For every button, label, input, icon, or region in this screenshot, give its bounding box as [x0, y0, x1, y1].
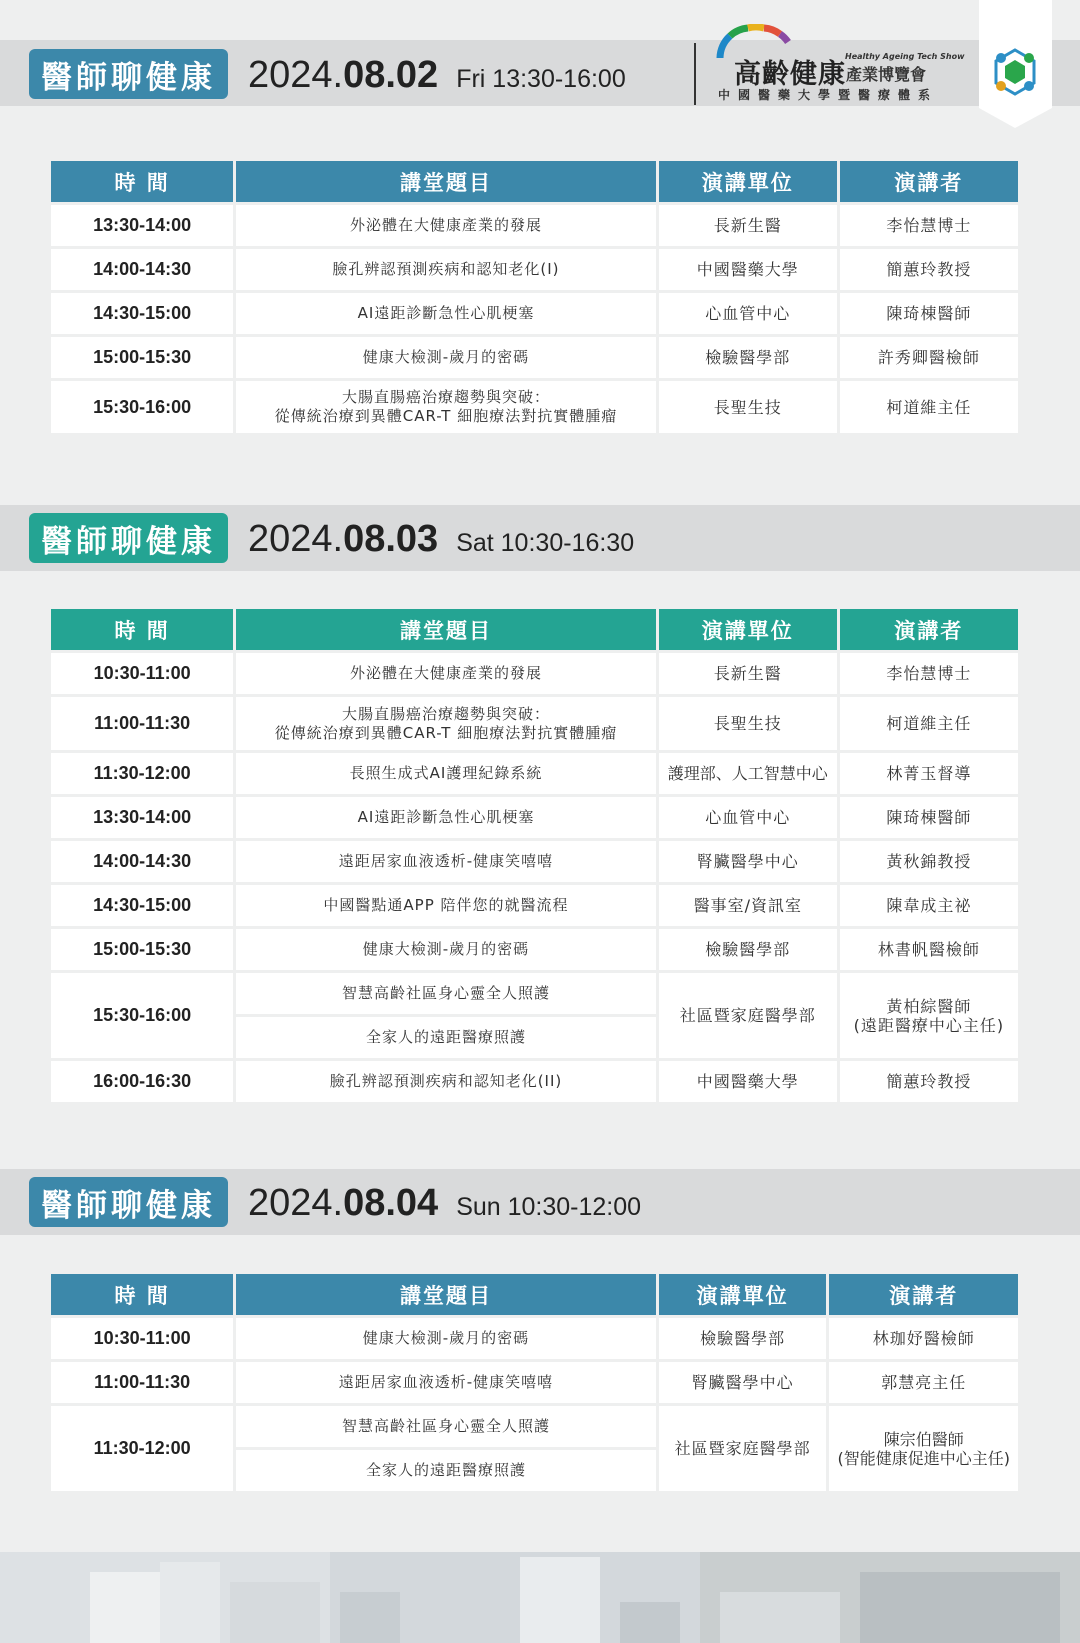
table-row — [51, 293, 1018, 334]
cell-speaker: 林珈妤醫檢師 — [829, 1318, 1018, 1359]
cell-topic: 臉孔辨認預測疾病和認知老化(I) — [236, 249, 655, 290]
cell-unit: 長聖生技 — [659, 697, 837, 750]
campus-photo-strip — [0, 1552, 1080, 1643]
table-header-row — [51, 609, 1018, 650]
cell-topic: 臉孔辨認預測疾病和認知老化(II) — [236, 1061, 655, 1102]
table-row — [51, 381, 1018, 433]
cell-time: 15:30-16:00 — [51, 973, 233, 1058]
cell-speaker: 林書帆醫檢師 — [840, 929, 1018, 970]
cell-topic: 中國醫點通APP 陪伴您的就醫流程 — [236, 885, 655, 926]
cell-unit: 社區暨家庭醫學部 — [659, 973, 837, 1058]
cell-speaker: 林菁玉督導 — [840, 753, 1018, 794]
cell-topic: 大腸直腸癌治療趨勢與突破： 從傳統治療到異體CAR-T 細胞療法對抗實體腫瘤 — [236, 381, 655, 433]
table-row — [51, 1318, 1018, 1359]
cell-topic: 智慧高齡社區身心靈全人照護 — [236, 973, 655, 1014]
table-row — [51, 973, 1018, 1014]
cell-unit: 社區暨家庭醫學部 — [659, 1406, 827, 1491]
col-unit-header: 演講單位 — [659, 1274, 827, 1315]
cell-unit: 檢驗醫學部 — [659, 337, 837, 378]
cell-speaker: 李怡慧博士 — [840, 653, 1018, 694]
col-speaker-header: 演講者 — [829, 1274, 1018, 1315]
cell-unit: 心血管中心 — [659, 797, 837, 838]
cell-time: 14:30-15:00 — [51, 293, 233, 334]
expo-logo — [712, 24, 965, 104]
cell-time: 14:00-14:30 — [51, 249, 233, 290]
cell-unit: 醫事室/資訊室 — [659, 885, 837, 926]
cell-topic: AI遠距診斷急性心肌梗塞 — [236, 293, 655, 334]
table-row — [51, 1061, 1018, 1102]
table-row — [51, 653, 1018, 694]
col-topic-header: 講堂題目 — [236, 161, 655, 202]
cell-speaker: 陳琦棟醫師 — [840, 293, 1018, 334]
schedule-table-0803 — [48, 606, 1021, 1105]
col-time-header: 時 間 — [51, 1274, 233, 1315]
cell-unit: 長聖生技 — [659, 381, 837, 433]
table-row — [51, 797, 1018, 838]
table-row — [51, 1406, 1018, 1447]
buildings-image — [0, 1552, 1080, 1643]
cell-speaker: 黃柏綜醫師 (遠距醫療中心主任) — [840, 973, 1018, 1058]
day-time: Sun 10:30-12:00 — [456, 1193, 642, 1221]
date-day: 08.02 — [343, 54, 439, 96]
cell-unit: 中國醫藥大學 — [659, 1061, 837, 1102]
table-row — [51, 841, 1018, 882]
table-row — [51, 697, 1018, 750]
cell-topic: 健康大檢測-歲月的密碼 — [236, 1318, 655, 1359]
cell-topic: 遠距居家血液透析-健康笑嘻嘻 — [236, 1362, 655, 1403]
cell-unit: 護理部、人工智慧中心 — [659, 753, 837, 794]
cell-unit: 長新生醫 — [659, 205, 837, 246]
day-time: Sat 10:30-16:30 — [456, 529, 635, 557]
schedule-table-0804 — [48, 1271, 1021, 1494]
col-speaker-header: 演講者 — [840, 161, 1018, 202]
col-topic-header: 講堂題目 — [236, 1274, 655, 1315]
logo-en-text: Healthy Ageing Tech Show — [845, 52, 965, 61]
table-row — [51, 753, 1018, 794]
cell-speaker: 許秀卿醫檢師 — [840, 337, 1018, 378]
cell-topic: 外泌體在大健康產業的發展 — [236, 653, 655, 694]
table-row — [51, 337, 1018, 378]
date-year: 2024. — [248, 1182, 344, 1224]
cell-topic: 長照生成式AI護理紀錄系統 — [236, 753, 655, 794]
cell-unit: 檢驗醫學部 — [659, 1318, 827, 1359]
cell-unit: 長新生醫 — [659, 653, 837, 694]
day-time: Fri 13:30-16:00 — [456, 65, 626, 93]
header-divider — [694, 43, 696, 105]
cell-time: 15:00-15:30 — [51, 337, 233, 378]
cell-unit: 心血管中心 — [659, 293, 837, 334]
cell-speaker: 李怡慧博士 — [840, 205, 1018, 246]
logo-org-text: 中國醫藥大學暨醫療體系 — [718, 88, 939, 102]
session-date — [248, 518, 634, 561]
logo-sub-text: 產業博覽會 — [846, 65, 927, 84]
col-unit-header: 演講單位 — [659, 609, 837, 650]
date-day: 08.04 — [343, 1182, 439, 1224]
cell-time: 15:30-16:00 — [51, 381, 233, 433]
cell-topic: 外泌體在大健康產業的發展 — [236, 205, 655, 246]
cell-topic-secondary: 全家人的遠距醫療照護 — [236, 1450, 655, 1491]
session-pill: 醫師聊健康 — [29, 49, 228, 99]
session-date — [248, 1182, 641, 1225]
cell-topic: 健康大檢測-歲月的密碼 — [236, 337, 655, 378]
session-pill: 醫師聊健康 — [29, 1177, 228, 1227]
cell-speaker: 柯道維主任 — [840, 381, 1018, 433]
session-date — [248, 54, 626, 97]
cell-topic: AI遠距診斷急性心肌梗塞 — [236, 797, 655, 838]
cell-speaker: 陳琦棟醫師 — [840, 797, 1018, 838]
cell-time: 13:30-14:00 — [51, 797, 233, 838]
table-row — [51, 1362, 1018, 1403]
university-badge — [979, 0, 1052, 128]
cell-time: 13:30-14:00 — [51, 205, 233, 246]
cell-topic: 智慧高齡社區身心靈全人照護 — [236, 1406, 655, 1447]
schedule-table-0802 — [48, 158, 1021, 436]
table-header-row — [51, 161, 1018, 202]
table-row — [51, 205, 1018, 246]
cell-time: 11:30-12:00 — [51, 753, 233, 794]
col-unit-header: 演講單位 — [659, 161, 837, 202]
cell-time: 11:30-12:00 — [51, 1406, 233, 1491]
cell-time: 10:30-11:00 — [51, 1318, 233, 1359]
table-row — [51, 929, 1018, 970]
cell-time: 14:30-15:00 — [51, 885, 233, 926]
session-pill: 醫師聊健康 — [29, 513, 228, 563]
cell-speaker: 陳韋成主祕 — [840, 885, 1018, 926]
table-row — [51, 249, 1018, 290]
cell-speaker: 陳宗伯醫師 (智能健康促進中心主任) — [829, 1406, 1018, 1491]
cell-topic-secondary: 全家人的遠距醫療照護 — [236, 1017, 655, 1058]
cell-unit: 中國醫藥大學 — [659, 249, 837, 290]
cell-time: 14:00-14:30 — [51, 841, 233, 882]
cell-unit: 腎臟醫學中心 — [659, 1362, 827, 1403]
cell-speaker: 簡蕙玲教授 — [840, 1061, 1018, 1102]
col-topic-header: 講堂題目 — [236, 609, 655, 650]
cell-speaker: 柯道維主任 — [840, 697, 1018, 750]
table-row — [51, 885, 1018, 926]
date-year: 2024. — [248, 54, 344, 96]
cell-time: 10:30-11:00 — [51, 653, 233, 694]
cell-topic: 大腸直腸癌治療趨勢與突破： 從傳統治療到異體CAR-T 細胞療法對抗實體腫瘤 — [236, 697, 655, 750]
cell-time: 16:00-16:30 — [51, 1061, 233, 1102]
date-year: 2024. — [248, 518, 344, 560]
col-time-header: 時 間 — [51, 609, 233, 650]
cell-speaker: 黃秋錦教授 — [840, 841, 1018, 882]
cell-unit: 腎臟醫學中心 — [659, 841, 837, 882]
date-day: 08.03 — [343, 518, 439, 560]
col-time-header: 時 間 — [51, 161, 233, 202]
cell-time: 11:00-11:30 — [51, 697, 233, 750]
table-header-row — [51, 1274, 1018, 1315]
cell-topic: 遠距居家血液透析-健康笑嘻嘻 — [236, 841, 655, 882]
cell-speaker: 郭慧亮主任 — [829, 1362, 1018, 1403]
cell-time: 11:00-11:30 — [51, 1362, 233, 1403]
cell-topic: 健康大檢測-歲月的密碼 — [236, 929, 655, 970]
cell-time: 15:00-15:30 — [51, 929, 233, 970]
cell-unit: 檢驗醫學部 — [659, 929, 837, 970]
col-speaker-header: 演講者 — [840, 609, 1018, 650]
logo-main-text: 高齡健康 — [734, 59, 846, 90]
cell-speaker: 簡蕙玲教授 — [840, 249, 1018, 290]
